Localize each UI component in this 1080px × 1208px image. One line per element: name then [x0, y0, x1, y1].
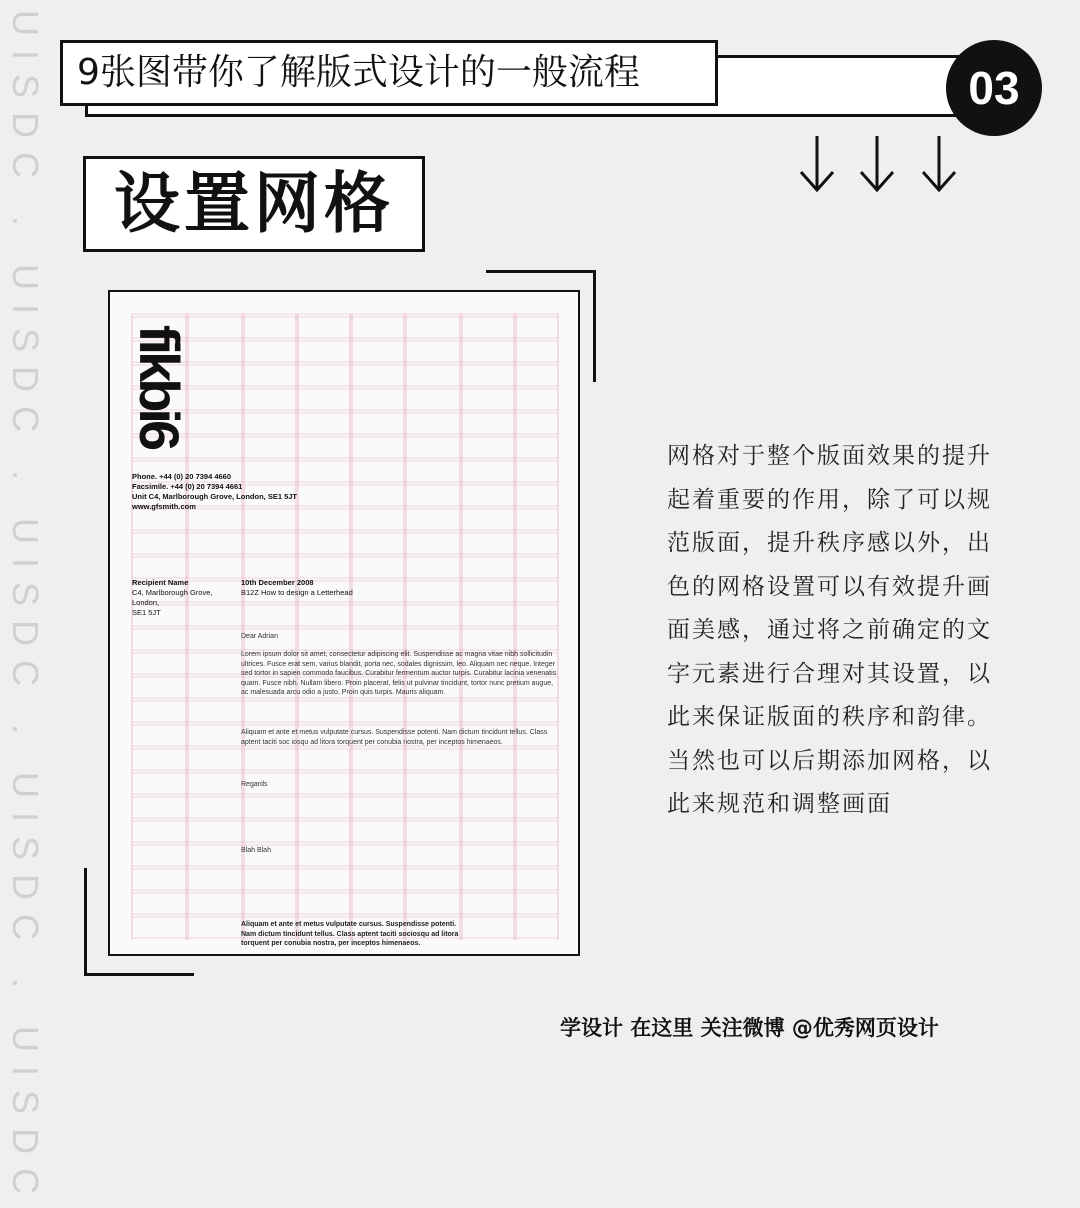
- contact-web: www.gfsmith.com: [132, 502, 196, 511]
- section-title: 设置网格: [83, 156, 425, 252]
- description-line: 此来保证版面的秩序和韵律。: [667, 704, 992, 730]
- recipient-block: [132, 578, 212, 618]
- letter-closing: Regards: [241, 781, 268, 788]
- letter-paragraph: Lorem ipsum dolor sit amet, consectetur adipiscing elit. Suspendisse ac magna vitae nibh sollicitudin ultrices. Fusce erat sem, varius blandit, porta nec, sodales dignissim, leo. Aliquam nec neque. Integer sed tortor in sapien commodo faucibus. Curabitur fermentum auctor turpis. Curabitur lacinia venenatis quam. Fusce nibh. Nullam libero. Proin placerat, felis ut pulvinar tincidunt, tortor nunc pretium augue, ac malesuada arcu odio a justo. Proin quis turpis. Mauris aliquam.: [241, 651, 557, 696]
- letter-salutation: Dear Adrian: [241, 633, 278, 640]
- contact-address: Unit C4, Marlborough Grove, London, SE1 5JT: [132, 492, 298, 501]
- letter-paragraph: Aliquam et ante et metus vulputate cursus. Suspendisse potenti. Nam dictum tincidunt tellus. Class aptent taciti soc iosqu ad litora torquent per conubia nostra, per inceptos himenaeos.: [241, 729, 548, 746]
- letter-footer-text: Aliquam et ante et metus vulputate cursus. Suspendisse potenti. Nam dictum tincidunt tellus. Class aptent taciti sociosqu ad litora torquent per conubia nostra, per inceptos himenaeos.: [241, 921, 459, 947]
- letter-signature: Blah Blah: [241, 847, 271, 854]
- date-block: [241, 578, 353, 598]
- down-arrow-icon: [857, 134, 897, 194]
- description-line: 起着重要的作用，除了可以规: [667, 486, 992, 513]
- step-number-badge: 03: [946, 40, 1042, 136]
- side-watermark: UISDC . UISDC . UISDC . UISDC . UISDC: [5, 10, 46, 1208]
- recipient-line: C4, Marlborough Grove,: [132, 588, 213, 597]
- description-line: 色的网格设置可以有效提升画: [667, 573, 992, 600]
- contact-block: [132, 472, 297, 512]
- recipient-name: Recipient Name: [132, 578, 189, 587]
- recipient-line: SE1 5JT: [132, 608, 161, 617]
- contact-phone: Phone. +44 (0) 20 7394 4660: [132, 472, 232, 481]
- header-title: 9张图带你了解版式设计的一般流程: [60, 40, 718, 106]
- down-arrow-icon: [919, 134, 959, 194]
- letter-reference: B12Z How to design a Letterhead: [241, 588, 353, 597]
- footer-slogan: 学设计 在这里 关注微博 @优秀网页设计: [560, 1016, 939, 1040]
- contact-fax: Facsimile. +44 (0) 20 7394 4661: [132, 482, 243, 491]
- description-line: 字元素进行合理对其设置，以: [667, 660, 992, 687]
- recipient-line: London,: [132, 598, 160, 607]
- description-text: [667, 435, 1007, 827]
- description-line: 网格对于整个版面效果的提升: [667, 443, 992, 469]
- description-line: 范版面，提升秩序感以外，出: [667, 530, 992, 556]
- letterhead-logo: fikbi6: [128, 324, 192, 448]
- description-line: 面美感，通过将之前确定的文: [667, 617, 992, 643]
- description-line: 当然也可以后期添加网格，以: [667, 747, 992, 774]
- letterhead-preview: [108, 290, 580, 956]
- description-line: 此来规范和调整画面: [667, 791, 892, 817]
- down-arrow-icon: [797, 134, 837, 194]
- letter-date: 10th December 2008: [241, 578, 314, 587]
